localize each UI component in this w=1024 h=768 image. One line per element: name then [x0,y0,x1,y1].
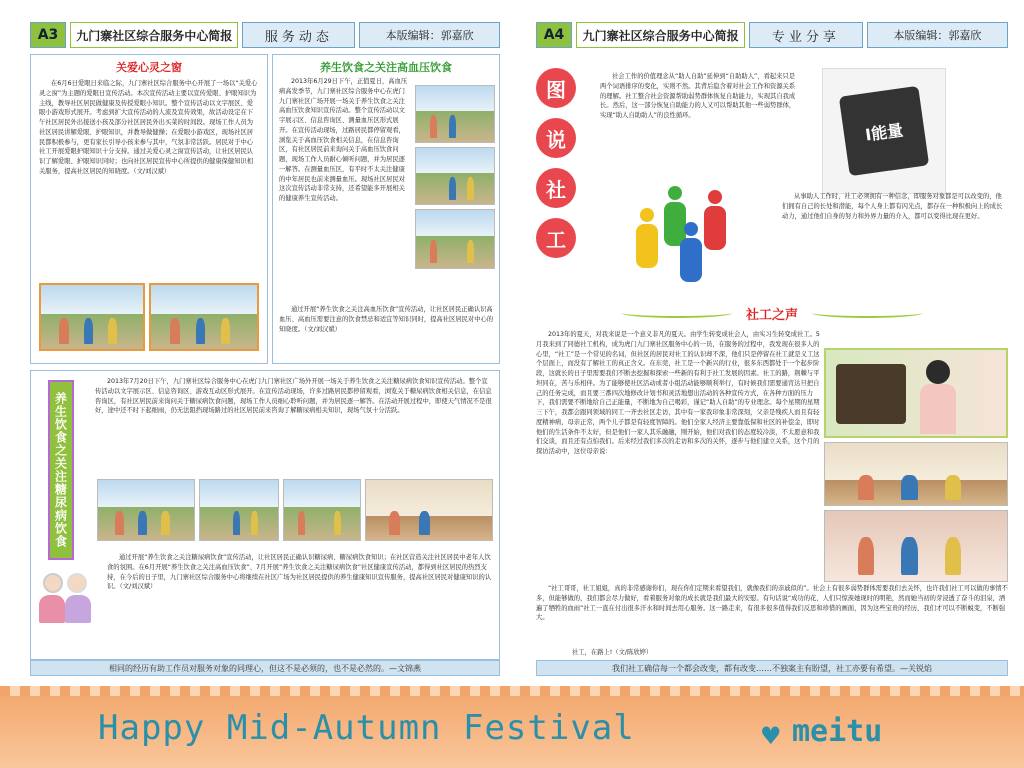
article-body-end: 通过开展“养生饮食之关注糖尿病饮食”宣传活动，让社区居民正确认识糖尿病、糖尿病饮食知识；在社区营造关注社区居民中老年人饮食的氛围。在6月开展“养生饮食之关注高血压饮食”、7月开展“养生饮食之关注糖尿病饮食”社区健康宣传活动，都得到社区居民的热烈支持，在今后的日子里，九门寨社区综合服务中心将继续在社区广场为社区居民提供的养生健康知识宣传服务，提高社区居民对健康知识的认识。（文/刘汉斌） [107,554,492,591]
photo-bp-2 [415,147,495,205]
photo-group [824,510,1008,582]
vine-decoration [812,308,922,318]
circle-char: 社 [536,168,576,208]
can-do-energy-image [822,68,946,194]
photo-diabetes-4 [365,479,493,541]
editor-label: 本版编辑：郭嘉欣 [359,22,500,48]
article-hypertension [272,54,500,364]
page-number: A3 [30,22,66,48]
vine-decoration [622,308,732,318]
share-paragraph-2: 从事助人工作时，社工必须拥有一种信念，即服务对象都是可以改变的，他们拥有自己的长处和潜能，每个人身上都有闪光点，都存在一种积极向上的成长动力，通过他们自身的努力和外界力量的介入，都可以变得比现在更好。 [782,193,1003,220]
article-body: 2013年6月29日下午，正值夏日，高血压病高发季节，九门寨社区综合服务中心在虎门九门寨社区广场开展一场关于养生饮食之关注高血压饮食知识宣传活动。整个宣传活动以文字展示区、信息咨询区、测量血压区形式展开。在宣传活动现场，过路居民都停留观看，浏览关于高血压饮食相关信息，在信息咨询区，有社区居民前来询问关于高血压饮食问题，现场工作人员耐心倾听问题，并为居民逐一解答。在测量血压区，有平时不太关注健康的中年居民也前来测量血压。现场社区居民对这次宣传活动非常支持，还希望能多开展相关的健康养生宣传活动。 [279,78,408,202]
newsletter-title: 九门寨社区综合服务中心简报 [576,22,745,48]
page-number: A4 [536,22,572,48]
right-page [528,8,1016,678]
festival-greeting: Happy Mid-Autumn Festival [98,708,635,748]
left-footer-quote: 相同的经历有助工作员对服务对象的同理心，但这不是必须的，也不是必然的。—文锦燕 [30,660,500,676]
left-page [22,8,508,678]
article-body-end: 通过开展“养生饮食之关注高血压饮食”宣传活动，让社区居民正确认识高血压、高血压需要注意的饮食禁忌和适宜等知识同时，提高社区居民对中心的知晓度。（文/刘汉斌） [279,306,494,333]
vertical-article-title: 养生饮食之关注糖尿病饮食 [48,380,74,560]
photo-diabetes-3 [283,479,361,541]
voice-signature: 社工，在路上!（文/陈欣婷） [572,649,653,656]
right-header [536,22,1008,48]
section-title: 专业分享 [749,22,862,48]
voice-banner [528,302,1016,324]
photo-eye-event-2 [149,283,259,351]
photo-diabetes-1 [97,479,195,541]
meitu-watermark: meitu [792,714,883,749]
teamwork-figures-illustration [628,178,768,288]
photo-bp-1 [415,85,495,143]
article-title: 关爱心灵之窗 [116,61,182,74]
elderly-couple-illustration [37,567,99,627]
voice-body: 2013年的夏天，对我来说是一个意义非凡的夏天。由学生转变成社会人，由实习生转变成社工。5月我来到了同德社工机构，成为虎门九门寨社区服务中心的一员，在服务的过程中，我发现在很多人的心里，“社工”是一个常见的名词，但社区的居民对社工的认识却不深，他们只是停留在社工就是义工这个层面上，而没有了解社工的真正含义。在东莞，社工是一个新兴的行业，很多东西都处于一个起步阶段，这就长的日子里需要我们不断去挖掘和探索一些新的有利于社工发展的因素。社工的路，荆棘与平坦同在，苦与乐相伴。为了能够使社区活动或者小组活动能够顺利举行，有时候我们需要通宵达旦把自己的任务完成，而且要三番四次地修改计划书和灵活地想出活动的各种宣传方式，在各种方面的压力下，我们需要不断地给自己正能量，不断地为自己喝彩，谨记“助人自助”的专业理念。每个星期的星期三下午，我都会跟同领域的同工一齐去社区走访，其中有一家我印象非常深刻，父亲是残疾人而且有轻度精神病，母亲正常，两个儿子都是有轻度智障的。他们全家人经济主要靠低保和社区的补偿金，即时他们的生活条件不太好，但是他们一家人其乐融融，刚开始，他们对我们的态度较冷淡，不太愿意和我们交谈，而且还有点怕我们。后来经过我们多次的走访和多次的关怀，逐步与他们建立关系，这个月的探访活动中，这位母亲说： [536,331,820,455]
newsletter-title: 九门寨社区综合服务中心简报 [70,22,238,48]
photo-bp-3 [415,209,495,269]
article-diabetes [30,370,500,660]
festival-banner [0,686,1024,768]
article-body: 2013年7月20日下午，九门寨社区综合服务中心在虎门九门寨社区广场外开展一场关于养生饮食之关注糖尿病饮食知识宣传活动。整个宣传活动以文字展示区、信息咨询区、游戏互动区形式展开。在宣传活动现场，许多过路居民都停留观看，浏览关于糖尿病饮食相关信息，在信息咨询区，有社区居民前来询问关于糖尿病饮食问题，现场工作人员细心聆听问题，并为居民逐一解答。在活动开展过程中，即使天气情况不是很好，途中还不时下起细雨，仍无法阻挡现场路过的社区居民前来咨询了解糖尿病相关知识，现场气氛十分活跃。 [95,378,492,415]
section-title: 服务动态 [242,22,355,48]
circle-char: 说 [536,118,576,158]
circle-char: 图 [536,68,576,108]
editor-label: 本版编辑：郭嘉欣 [867,22,1008,48]
heart-icon: ♥ [760,722,782,750]
voice-title: 社工之声 [745,307,798,323]
dotted-border [0,686,1024,696]
right-footer-quote: 我们社工确信每一个都会改变，都有改变……不独案主有盼望，社工亦要有希望。—关锐焰 [536,660,1008,676]
left-header [30,22,500,48]
photo-social-worker-portrait [824,348,1008,438]
article-eye-care [30,54,268,364]
share-paragraph-1: 社会工作的价值理念从“助人自助”延伸到“自助助人”，看起来只是两个词语排序的变化，实则不然。其背后隐含着对社会工作和资源关系的理解。社工整合社会资源帮助弱势群体恢复自助能力，实现其自我成长。然后，这一部分恢复自助能力的人又可以帮助其他一些弱势群体，实现“助人自助助人”的良性循环。 [600,73,796,119]
article-body: 在6月6日爱眼日来临之际，九门寨社区综合服务中心开展了一场以“关爱心灵之窗”为主题的爱眼日宣传活动。本次宣传活动主要以宣传爱眼、护眼知识为主线，教导社区居民做健康及传授爱眼小知识。整个宣传活动以文字展区、爱眼小游戏形式展开。考虑到扩大宣传活动的人流及宣传效果，故活动设定在下午社区居民外出接送小孩及部分社区居民外出买菜的时间段。现场工作人员为社区居民讲解爱眼、护眼知识，并教导做健操；在爱眼小游戏区，现场社区居民都积极参与，更有家长引导小孩来参与其中，气氛非常活跃。居民对于中心社工开展爱眼护眼知识十分支持。通过关爱心灵之窗宣传活动，让社区居民认识了解爱眼、护眼知识同时；也向社区居民宣传中心所提供的健康保健知识相关服务，提高社区居民的知晓度。（文/刘汉斌） [39,80,258,175]
circle-char: 工 [536,218,576,258]
photo-eye-event-1 [39,283,145,351]
voice-quote: “社工哥哥，社工姐姐，真的非常感谢你们，现在你们定期来看望我们，就像我们的亲戚似的”。社会上有很多弱势群体需要我们去关怀，也许我们社工可以做的事情不多，但能够做的，我们都会尽力做好，看着服务对象的成长就是我们最大的安慰。有句话说“成功的花，人们只惊羡她现时的明艳，然而她当初的芽浸透了奋斗的泪泉，洒遍了牺牲的血雨”社工一直在付出很多汗水和时间去用心服务。这一路走来，有很多很多值得我们反思和珍惜的画面，因为这些宝贵的经历，我们才可以不断蜕变，不断强大。 [536,585,1008,622]
article-title: 养生饮食之关注高血压饮食 [320,61,452,74]
photo-social-worker-activity [824,442,1008,506]
photo-diabetes-2 [199,479,279,541]
can-do-text: I能量 [864,119,905,145]
tushuo-circles [536,68,582,268]
